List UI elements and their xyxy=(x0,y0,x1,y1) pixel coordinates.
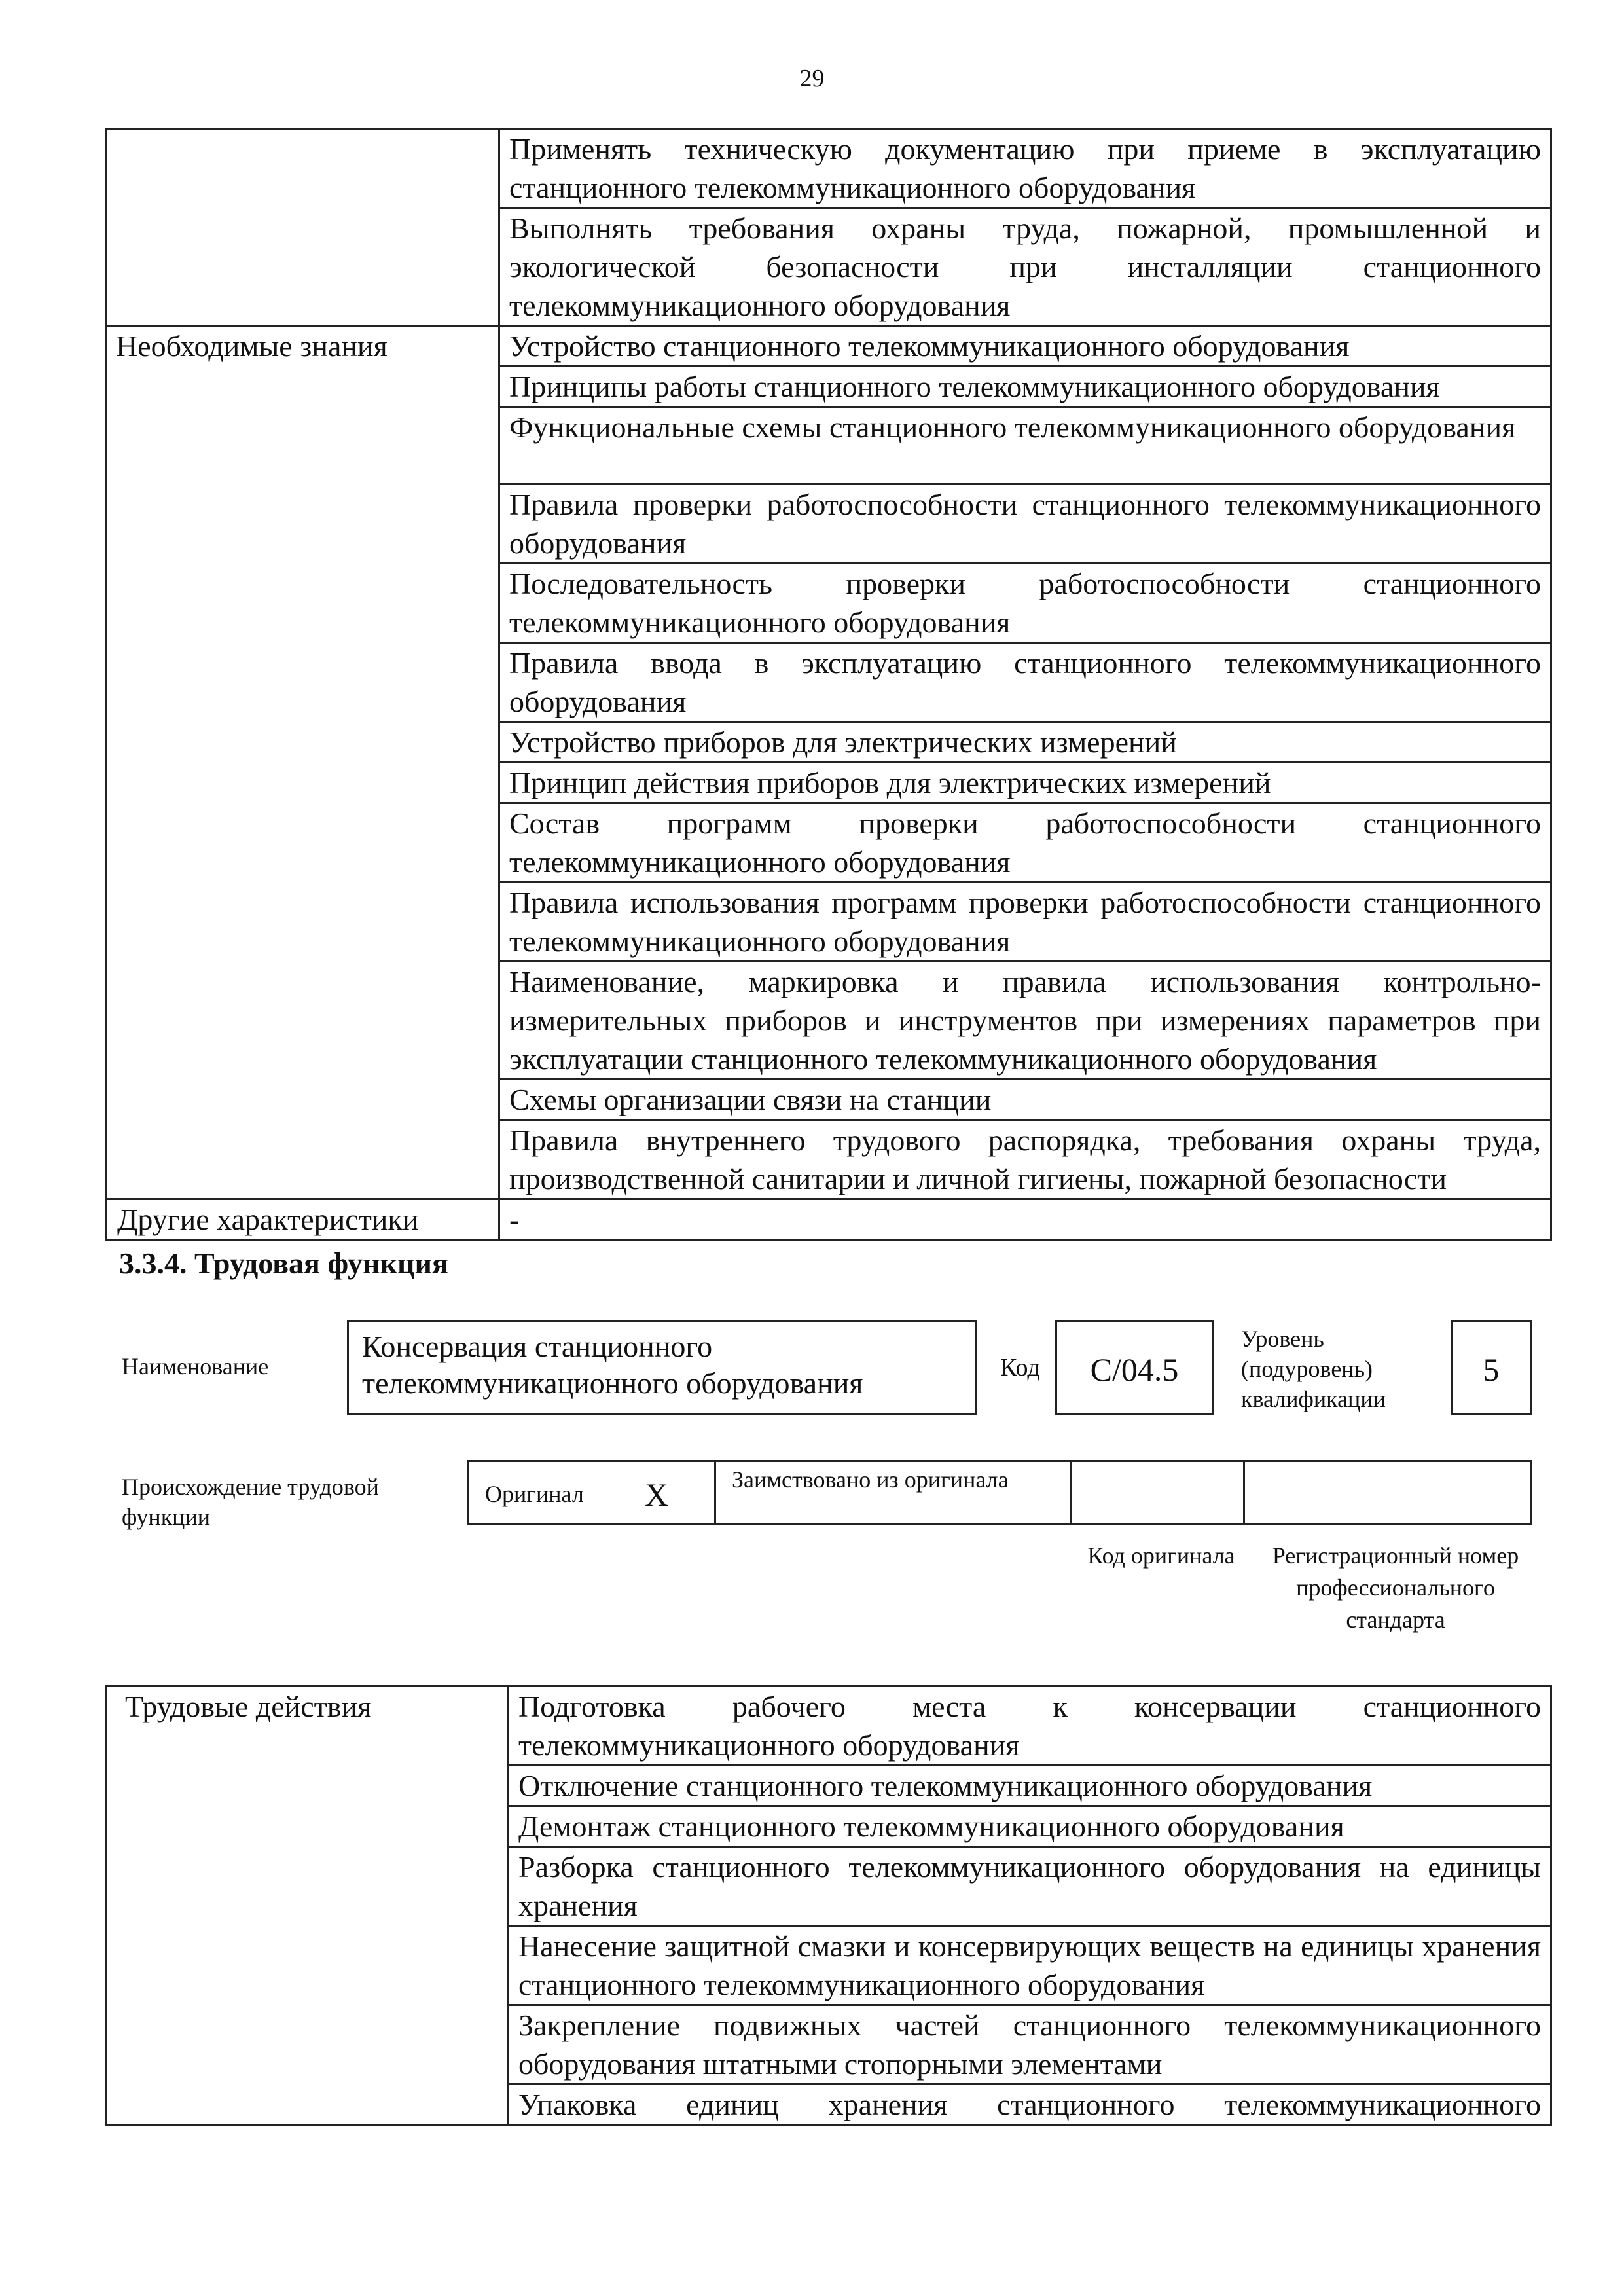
table-row xyxy=(106,129,1551,208)
knowledge-item: Схемы организации связи на станции xyxy=(499,1080,1551,1120)
code-box: С/04.5 xyxy=(1055,1320,1214,1415)
level-box: 5 xyxy=(1451,1320,1532,1415)
other-characteristics-label: Другие характеристики xyxy=(106,1199,499,1240)
name-label: Наименование xyxy=(122,1353,269,1379)
knowledge-item: Наименование, маркировка и правила использования контрольно-измерительных приборов и инструментов при измерениях параметров при эксплуатации станционного телекоммуникационного оборудования xyxy=(499,962,1551,1080)
knowledge-item: Правила внутреннего трудового распорядка, требования охраны труда, производственной санитарии и личной гигиены, пожарной безопасности xyxy=(499,1120,1551,1199)
actions-label: Трудовые действия xyxy=(106,1686,509,2125)
knowledge-item: Принципы работы станционного телекоммуникационного оборудования xyxy=(499,367,1551,407)
code-caption: Код оригинала xyxy=(1087,1542,1235,1569)
action-item: Отключение станционного телекоммуникационного оборудования xyxy=(509,1766,1551,1806)
origin-row xyxy=(469,1460,1532,1525)
knowledge-item: Устройство станционного телекоммуникационного оборудования xyxy=(499,326,1551,367)
action-item: Упаковка единиц хранения станционного телекоммуникационного xyxy=(509,2085,1551,2125)
knowledge-item: Устройство приборов для электрических измерений xyxy=(499,722,1551,763)
level-label: Уровень (подуровень) квалификации xyxy=(1241,1326,1386,1412)
action-item: Разборка станционного телекоммуникационного оборудования на единицы хранения xyxy=(509,1847,1551,1926)
knowledge-item: Состав программ проверки работоспособности станционного телекоммуникационного оборудования xyxy=(499,803,1551,883)
knowledge-item: Принцип действия приборов для электрических измерений xyxy=(499,763,1551,803)
origin-borrowed-cell xyxy=(714,1460,1072,1525)
knowledge-item: Последовательность проверки работоспособности станционного телекоммуникационного оборудования xyxy=(499,564,1551,643)
function-name-box: Консервация станционного телекоммуникационного оборудования xyxy=(347,1320,977,1415)
knowledge-item: Правила использования программ проверки работоспособности станционного телекоммуникационного оборудования xyxy=(499,883,1551,962)
empty-label-cell xyxy=(106,129,499,326)
section-heading: 3.3.4. Трудовая функция xyxy=(119,1247,448,1280)
origin-original-cell xyxy=(467,1460,716,1525)
origin-reg-cell xyxy=(1243,1460,1532,1525)
action-item: Подготовка рабочего места к консервации станционного телекоммуникационного оборудования xyxy=(509,1686,1551,1766)
borrowed-label: Заимствовано из оригинала xyxy=(732,1467,1009,1493)
skill-item: Выполнять требования охраны труда, пожарной, промышленной и экологической безопасности при инсталляции станционного телекоммуникационного оборудования xyxy=(499,208,1551,326)
knowledge-item: Правила ввода в эксплуатацию станционного телекоммуникационного оборудования xyxy=(499,643,1551,722)
actions-table xyxy=(105,1685,1552,2126)
knowledge-item: Правила проверки работоспособности станционного телекоммуникационного оборудования xyxy=(499,484,1551,564)
knowledge-label: Необходимые знания xyxy=(106,326,499,1199)
action-item: Нанесение защитной смазки и консервирующих веществ на единицы хранения станционного телекоммуникационного оборудования xyxy=(509,1926,1551,2005)
table-row xyxy=(106,326,1551,367)
table-row xyxy=(106,1199,1551,1240)
skill-item: Применять техническую документацию при приеме в эксплуатацию станционного телекоммуникационного оборудования xyxy=(499,129,1551,208)
action-item: Демонтаж станционного телекоммуникационного оборудования xyxy=(509,1806,1551,1847)
other-characteristics-value: - xyxy=(499,1199,1551,1240)
origin-label: Происхождение трудовой функции xyxy=(122,1474,379,1530)
table-row xyxy=(106,1686,1551,1766)
origin-code-cell xyxy=(1070,1460,1245,1525)
page-number: 29 xyxy=(799,65,825,92)
reg-number-caption: Регистрационный номер профессионального стандарта xyxy=(1272,1542,1519,1633)
original-mark: X xyxy=(645,1476,669,1513)
code-label: Код xyxy=(1000,1354,1040,1381)
original-label: Оригинал xyxy=(485,1481,584,1507)
action-item: Закрепление подвижных частей станционного телекоммуникационного оборудования штатными стопорными элементами xyxy=(509,2005,1551,2085)
knowledge-table xyxy=(105,128,1552,1241)
knowledge-item: Функциональные схемы станционного телекоммуникационного оборудования xyxy=(499,407,1551,484)
